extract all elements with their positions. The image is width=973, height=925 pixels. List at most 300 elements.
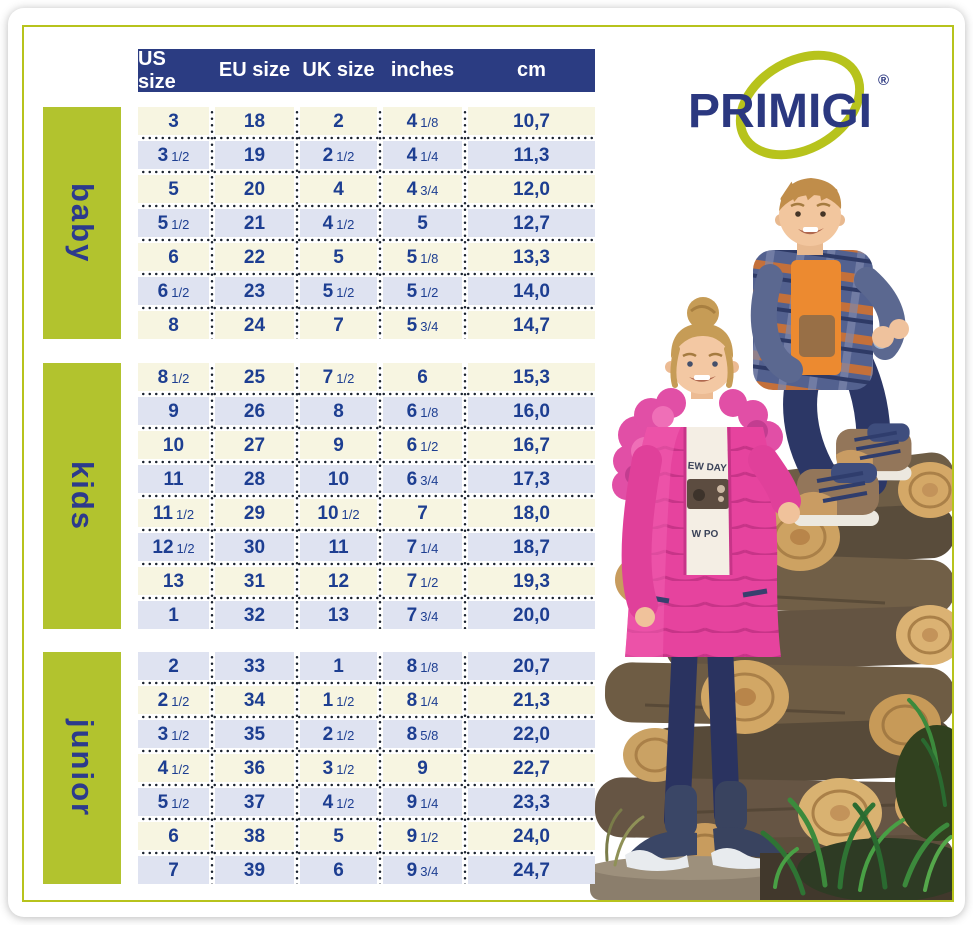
size-value: 4 [322,212,334,234]
size-fraction: 1/2 [171,727,190,743]
table-row [138,277,595,305]
column-separator [462,652,468,884]
kids-photo [585,165,952,900]
size-fraction: 1/2 [336,795,355,811]
size-fraction: 1/4 [420,795,439,811]
size-fraction: 1/8 [420,659,439,675]
table-row [138,499,595,527]
size-cell [468,686,595,714]
size-fraction: 1/2 [336,727,355,743]
size-cell [383,686,462,714]
size-fraction: 1/2 [176,540,195,556]
column-separator [209,652,215,884]
size-cell [300,363,377,391]
size-value: 6 [406,434,418,456]
size-value: 6 [406,468,418,490]
size-value: 3 [322,757,334,779]
size-cell [138,788,209,816]
table-row [138,601,595,629]
size-cell [300,311,377,339]
size-value: 6 [333,859,344,881]
size-value: 17,3 [513,468,550,490]
size-value: 1 [322,689,334,711]
column-header-eu-size: EU size [218,59,291,81]
tshirt-graphic [687,479,729,509]
size-value: 4 [322,791,334,813]
size-value: 4 [157,757,169,779]
size-cell [138,720,209,748]
size-value: 8 [406,689,418,711]
column-separator [294,107,300,339]
table-row [138,311,595,339]
size-value: 7 [168,859,179,881]
size-value: 18 [243,110,266,132]
size-cell [300,397,377,425]
size-cell [468,175,595,203]
size-value: 12,7 [513,212,550,234]
column-header-inches: inches [390,59,455,81]
size-fraction: 1/2 [171,370,190,386]
table-row [138,363,595,391]
size-cell [300,533,377,561]
size-cell [383,465,462,493]
size-cell [215,397,294,425]
size-value: 25 [243,366,266,388]
size-value: 21 [243,212,266,234]
size-value: 8 [168,314,179,336]
size-cell [468,209,595,237]
size-fraction: 1/2 [420,284,439,300]
table-row [138,686,595,714]
size-cell [300,175,377,203]
size-value: 23,3 [513,791,550,813]
size-fraction: 1/2 [171,148,190,164]
size-cell [138,567,209,595]
size-cell [138,243,209,271]
size-value: 16,7 [513,434,550,456]
size-value: 9 [406,825,418,847]
size-fraction: 1/2 [171,761,190,777]
size-value: 38 [243,825,266,847]
size-value: 18,0 [513,502,550,524]
size-value: 27 [243,434,266,456]
size-value: 5 [406,314,418,336]
size-value: 19 [243,144,266,166]
size-cell [468,431,595,459]
size-cell [138,754,209,782]
size-fraction: 1/4 [420,540,439,556]
size-cell [138,363,209,391]
section-label-baby [43,107,121,339]
column-header-us-size: US size [138,47,176,93]
size-cell [215,311,294,339]
size-cell [300,652,377,680]
size-fraction: 1/2 [336,761,355,777]
size-cell [215,499,294,527]
size-value: 5 [157,212,169,234]
size-value: 5 [406,246,418,268]
size-cell [138,141,209,169]
size-value: 5 [157,791,169,813]
size-value: 8 [406,655,418,677]
size-value: 39 [243,859,266,881]
size-fraction: 1/2 [341,506,360,522]
size-cell [383,141,462,169]
table-row [138,652,595,680]
size-cell [215,720,294,748]
boy-sneaker [793,463,879,526]
size-cell [383,788,462,816]
size-cell [468,720,595,748]
size-cell [215,175,294,203]
size-value: 22,0 [513,723,550,745]
size-cell [300,822,377,850]
size-fraction: 1/2 [171,216,190,232]
size-value: 11 [163,468,184,490]
size-cell [138,311,209,339]
logo-text: PRIMIGI [687,85,873,138]
column-separator [377,107,383,339]
section-label-junior [43,652,121,884]
size-cell [468,499,595,527]
size-value: 7 [417,502,428,524]
section-label-kids [43,363,121,629]
size-fraction: 1/8 [420,404,439,420]
size-value: 15,3 [513,366,550,388]
size-cell [468,652,595,680]
size-cell [138,499,209,527]
size-cell [468,141,595,169]
size-cell [300,754,377,782]
size-value: 11 [152,502,173,524]
size-cell [138,397,209,425]
table-row [138,788,595,816]
size-cell [138,652,209,680]
size-value: 32 [243,604,266,626]
size-value: 35 [243,723,266,745]
table-row [138,533,595,561]
size-cell [215,431,294,459]
size-value: 9 [406,791,418,813]
size-value: 20,0 [513,604,550,626]
size-fraction: 1/2 [420,438,439,454]
size-value: 19,3 [513,570,550,592]
size-cell [138,686,209,714]
size-value: 9 [406,859,418,881]
size-cell [215,788,294,816]
size-value: 33 [243,655,266,677]
size-cell [215,209,294,237]
size-fraction: 1/2 [336,370,355,386]
size-fraction: 3/4 [420,608,439,624]
size-value: 9 [168,400,179,422]
size-fraction: 1/8 [420,114,439,130]
size-value: 14,0 [513,280,550,302]
size-value: 28 [243,468,266,490]
size-cell [138,822,209,850]
size-value: 18,7 [513,536,550,558]
size-cell [468,533,595,561]
size-cell [215,465,294,493]
primigi-logo [640,45,950,165]
size-cell [215,141,294,169]
size-value: 9 [417,757,428,779]
size-cell [215,754,294,782]
size-cell [300,431,377,459]
table-row [138,465,595,493]
size-value: 12,0 [513,178,550,200]
size-value: 34 [243,689,266,711]
table-row [138,431,595,459]
size-value: 20 [243,178,266,200]
column-separator [377,652,383,884]
table-row [138,397,595,425]
size-value: 1 [168,604,179,626]
size-cell [383,499,462,527]
size-cell [138,465,209,493]
column-separator [294,652,300,884]
size-cell [383,431,462,459]
size-cell [300,209,377,237]
size-value: 2 [322,144,334,166]
table-row [138,209,595,237]
size-value: 6 [168,246,179,268]
size-fraction: 1/2 [336,148,355,164]
tshirt-text-bottom: W PO [691,529,719,540]
size-cell [300,856,377,884]
size-value: 1 [333,655,344,677]
size-cell [383,754,462,782]
size-value: 10 [162,434,185,456]
size-value: 23 [243,280,266,302]
size-value: 3 [157,723,169,745]
size-cell [383,277,462,305]
size-fraction: 1/2 [336,284,355,300]
size-fraction: 1/4 [420,693,439,709]
table-row [138,107,595,135]
table-section-baby [138,107,595,339]
size-value: 8 [157,366,169,388]
size-value: 29 [243,502,266,524]
size-value: 7 [406,536,418,558]
column-separator [294,363,300,629]
size-cell [215,243,294,271]
size-cell [138,107,209,135]
table-row [138,754,595,782]
size-cell [468,243,595,271]
size-value: 6 [406,400,418,422]
size-cell [468,363,595,391]
size-value: 5 [168,178,179,200]
size-value: 21,3 [513,689,550,711]
size-value: 3 [168,110,179,132]
size-value: 26 [243,400,266,422]
size-value: 8 [333,400,344,422]
size-cell [215,567,294,595]
size-cell [138,533,209,561]
size-value: 4 [333,178,344,200]
size-value: 5 [322,280,334,302]
size-fraction: 1/2 [420,574,439,590]
size-cell [383,822,462,850]
size-value: 10 [327,468,350,490]
size-fraction: 3/4 [420,863,439,879]
size-value: 5 [417,212,428,234]
size-value: 13 [327,604,350,626]
size-value: 7 [333,314,344,336]
size-cell [383,652,462,680]
tshirt-text-top: EW DAY [687,460,728,475]
table-row [138,856,595,884]
size-fraction: 1/2 [420,829,439,845]
size-value: 2 [157,689,169,711]
size-cell [383,107,462,135]
size-value: 11 [328,536,349,558]
section-label-text: junior [65,718,100,818]
size-value: 5 [406,280,418,302]
size-value: 12 [152,536,174,558]
size-cell [383,175,462,203]
size-cell [383,363,462,391]
size-value: 16,0 [513,400,550,422]
size-fraction: 1/2 [171,284,190,300]
size-value: 8 [406,723,418,745]
size-value: 14,7 [513,314,550,336]
size-cell [138,431,209,459]
size-value: 22,7 [513,757,550,779]
size-cell [383,243,462,271]
size-fraction: 1/2 [336,216,355,232]
size-cell [468,277,595,305]
table-header [138,49,595,92]
size-value: 36 [243,757,266,779]
size-cell [215,856,294,884]
size-cell [383,601,462,629]
size-value: 10 [317,502,339,524]
size-cell [300,465,377,493]
size-cell [215,277,294,305]
size-cell [468,822,595,850]
size-cell [215,533,294,561]
size-cell [468,788,595,816]
size-cell [300,277,377,305]
size-value: 6 [157,280,169,302]
size-value: 30 [243,536,266,558]
size-value: 5 [333,246,344,268]
size-cell [215,107,294,135]
size-cell [300,788,377,816]
size-cell [468,465,595,493]
size-cell [468,397,595,425]
size-value: 24,0 [513,825,550,847]
size-cell [300,107,377,135]
size-fraction: 1/2 [171,795,190,811]
size-value: 4 [406,110,418,132]
size-value: 3 [157,144,169,166]
size-value: 7 [406,604,418,626]
size-value: 13 [162,570,185,592]
column-separator [377,363,383,629]
size-cell [468,567,595,595]
size-cell [215,363,294,391]
size-cell [383,311,462,339]
size-value: 9 [333,434,344,456]
size-cell [138,856,209,884]
size-fraction: 1/2 [336,693,355,709]
size-cell [215,686,294,714]
registered-mark: ® [878,72,890,89]
table-row [138,720,595,748]
size-cell [138,209,209,237]
size-cell [383,209,462,237]
table-row [138,567,595,595]
size-value: 22 [243,246,266,268]
size-value: 4 [406,178,418,200]
size-fraction: 5/8 [420,727,439,743]
size-cell [215,601,294,629]
size-cell [300,243,377,271]
column-header-cm: cm [517,59,546,81]
size-cell [300,499,377,527]
size-cell [383,397,462,425]
size-value: 7 [322,366,334,388]
size-fraction: 1/2 [171,693,190,709]
size-value: 5 [333,825,344,847]
size-cell [383,856,462,884]
size-value: 6 [168,825,179,847]
size-fraction: 1/2 [176,506,195,522]
size-cell [215,652,294,680]
size-fraction: 3/4 [420,318,439,334]
size-value: 20,7 [513,655,550,677]
table-section-kids [138,363,595,629]
column-header-uk-size: UK size [302,59,375,81]
column-separator [462,107,468,339]
size-cell [138,277,209,305]
column-separator [209,107,215,339]
size-cell [383,720,462,748]
size-value: 2 [168,655,179,677]
column-separator [462,363,468,629]
size-fraction: 3/4 [420,472,439,488]
size-fraction: 3/4 [420,182,439,198]
size-value: 37 [243,791,266,813]
size-value: 2 [322,723,334,745]
size-value: 11,3 [513,144,550,166]
size-value: 31 [243,570,266,592]
table-row [138,175,595,203]
logo-svg [640,45,950,165]
size-value: 2 [333,110,344,132]
size-cell [468,601,595,629]
size-cell [300,567,377,595]
size-cell [468,107,595,135]
size-cell [383,533,462,561]
size-fraction: 1/8 [420,250,439,266]
size-cell [138,601,209,629]
size-value: 24,7 [513,859,550,881]
size-value: 6 [417,366,428,388]
size-cell [383,567,462,595]
size-cell [215,822,294,850]
size-cell [300,720,377,748]
size-value: 12 [327,570,350,592]
size-value: 13,3 [513,246,550,268]
size-value: 24 [243,314,266,336]
table-row [138,822,595,850]
size-cell [468,754,595,782]
size-fraction: 1/4 [420,148,439,164]
